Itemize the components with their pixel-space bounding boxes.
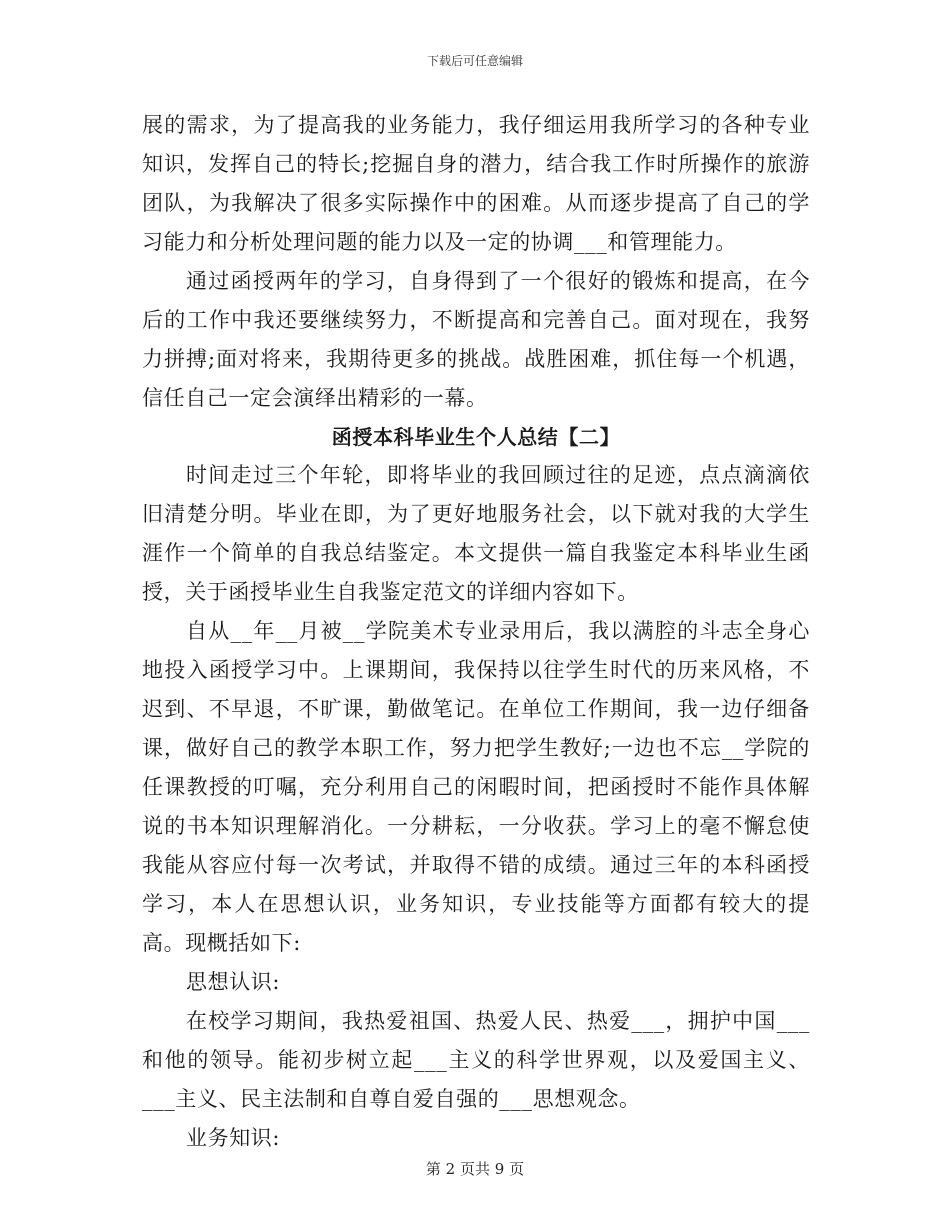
section-title: 函授本科毕业生个人总结【二】 <box>331 425 621 449</box>
paragraph: 自从__年__月被__学院美术专业录用后，我以满腔的斗志全身心地投入函授学习中。上课期间，我保持以往学生时代的历来风格，不迟到、不早退，不旷课，勤做笔记。在单位工作期间，我一边仔细备课，做好自己的教学本职工作，努力把学生教好;一边也不忘__学院的任课教授的叮嘱，充分利用自己的闲暇时间，把函授时不能作具体解说的书本知识理解消化。一分耕耘，一分收获。学习上的毫不懈怠使我能从容应付每一次考试，并取得不错的成绩。通过三年的本科函授学习，本人在思想认识，业务知识，专业技能等方面都有较大的提高。现概括如下: <box>142 619 810 955</box>
paragraph: 在校学习期间，我热爱祖国、热爱人民、热爱___，拥护中国___和他的领导。能初步树立起___主义的科学世界观，以及爱国主义、___主义、民主法制和自尊自爱自强的___思想观念。 <box>142 1009 810 1111</box>
document-body <box>142 106 810 1158</box>
page-header: 下载后可任意编辑 <box>426 54 523 68</box>
subheading: 思想认识: <box>186 970 281 994</box>
paragraph: 通过函授两年的学习，自身得到了一个很好的锻炼和提高，在今后的工作中我还要继续努力，不断提高和完善自己。面对现在，我努力拼搏;面对将来，我期待更多的挑战。战胜困难，抓住每一个机遇，信任自己一定会演绎出精彩的一幕。 <box>142 269 810 410</box>
subheading: 业务知识: <box>186 1126 281 1150</box>
paragraph: 时间走过三个年轮，即将毕业的我回顾过往的足迹，点点滴滴依旧清楚分明。毕业在即，为了更好地服务社会，以下就对我的大学生涯作一个简单的自我总结鉴定。本文提供一篇自我鉴定本科毕业生函授，关于函授毕业生自我鉴定范文的详细内容如下。 <box>142 463 810 604</box>
page-footer: 第 2 页共 9 页 <box>425 1160 525 1178</box>
paragraph-continued: 展的需求，为了提高我的业务能力，我仔细运用我所学习的各种专业知识，发挥自己的特长;挖掘自身的潜力，结合我工作时所操作的旅游团队，为我解决了很多实际操作中的困难。从而逐步提高了自己的学习能力和分析处理问题的能力以及一定的协调___和管理能力。 <box>142 113 810 254</box>
